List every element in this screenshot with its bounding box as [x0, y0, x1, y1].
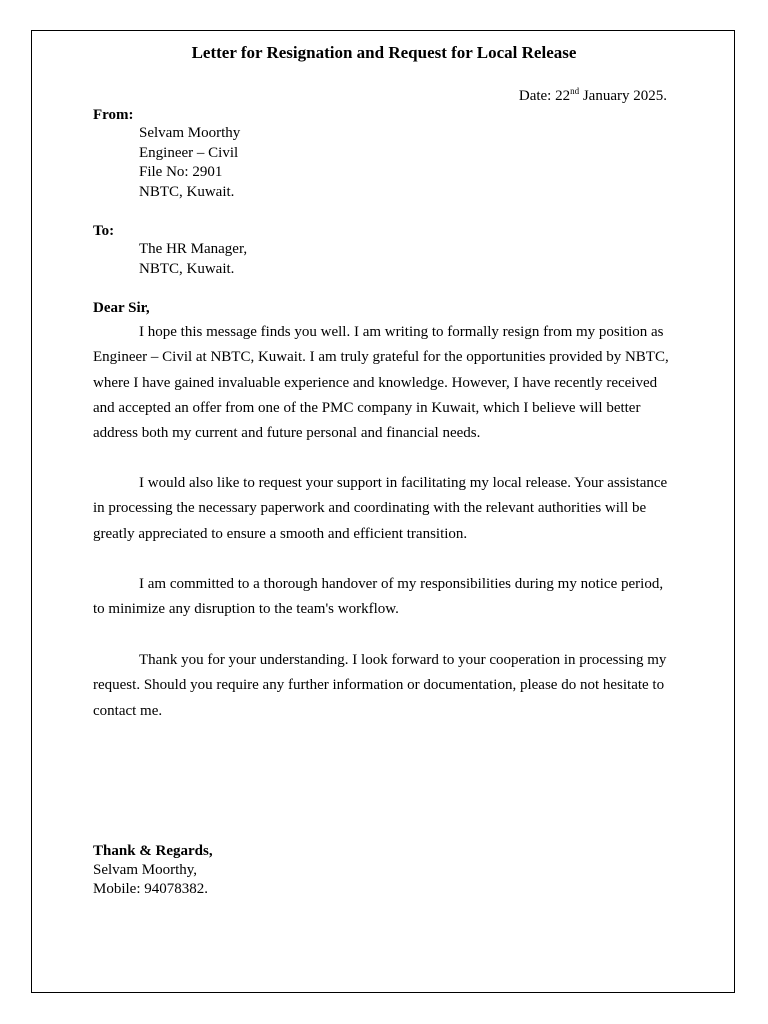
letter-paragraph: [93, 648, 678, 724]
date-rest: January 2025.: [579, 88, 667, 104]
letter-date: [519, 87, 667, 105]
to-label: To:: [93, 223, 115, 239]
paragraph-text: I hope this message finds you well. I am writing to formally resign from my position as Engineer – Civil at NBTC, Kuwait. I am truly grateful for the opportunities provided by NBTC, where I have gained invaluable experience and knowledge. However, I have recently received and accepted an offer from one of the PMC company in Kuwait, which I believe will better address both my current and future personal and financial needs.: [93, 324, 669, 442]
from-file-number: File No: 2901: [139, 164, 223, 180]
paragraph-text: I would also like to request your support in facilitating my local release. Your assistance in processing the necessary paperwork and coordinating with the relevant authorities will be greatly appreciated to ensure a smooth and efficient transition.: [93, 475, 668, 542]
from-designation: Engineer – Civil: [139, 144, 239, 161]
from-label: From:: [93, 107, 134, 123]
closing-signoff: Thank & Regards,: [93, 843, 213, 859]
salutation: Dear Sir,: [93, 300, 150, 316]
letter-paragraph: [93, 572, 678, 623]
date-ordinal-suffix: nd: [570, 86, 580, 96]
from-address: [139, 124, 240, 202]
closing-name: Selvam Moorthy,: [93, 862, 198, 878]
to-address: [139, 240, 247, 279]
letter-paragraph: [93, 471, 678, 547]
closing-mobile: Mobile: 94078382.: [93, 881, 208, 897]
date-prefix: Date: 22: [518, 88, 571, 104]
letter-paragraph: [93, 320, 678, 446]
letter-title: Letter for Resignation and Request for Local Release: [191, 43, 577, 62]
to-recipient: The HR Manager,: [139, 241, 248, 257]
from-company: NBTC, Kuwait.: [139, 183, 235, 200]
from-name: Selvam Moorthy: [139, 125, 241, 141]
paragraph-text: Thank you for your understanding. I look forward to your cooperation in processing my request. Should you require any further information or documentation, please do not hesitate to contact me.: [93, 652, 667, 719]
closing-block: [93, 842, 213, 899]
to-company: NBTC, Kuwait.: [139, 260, 235, 277]
paragraph-text: I am committed to a thorough handover of my responsibilities during my notice period, to minimize any disruption to the team's workflow.: [93, 576, 664, 618]
